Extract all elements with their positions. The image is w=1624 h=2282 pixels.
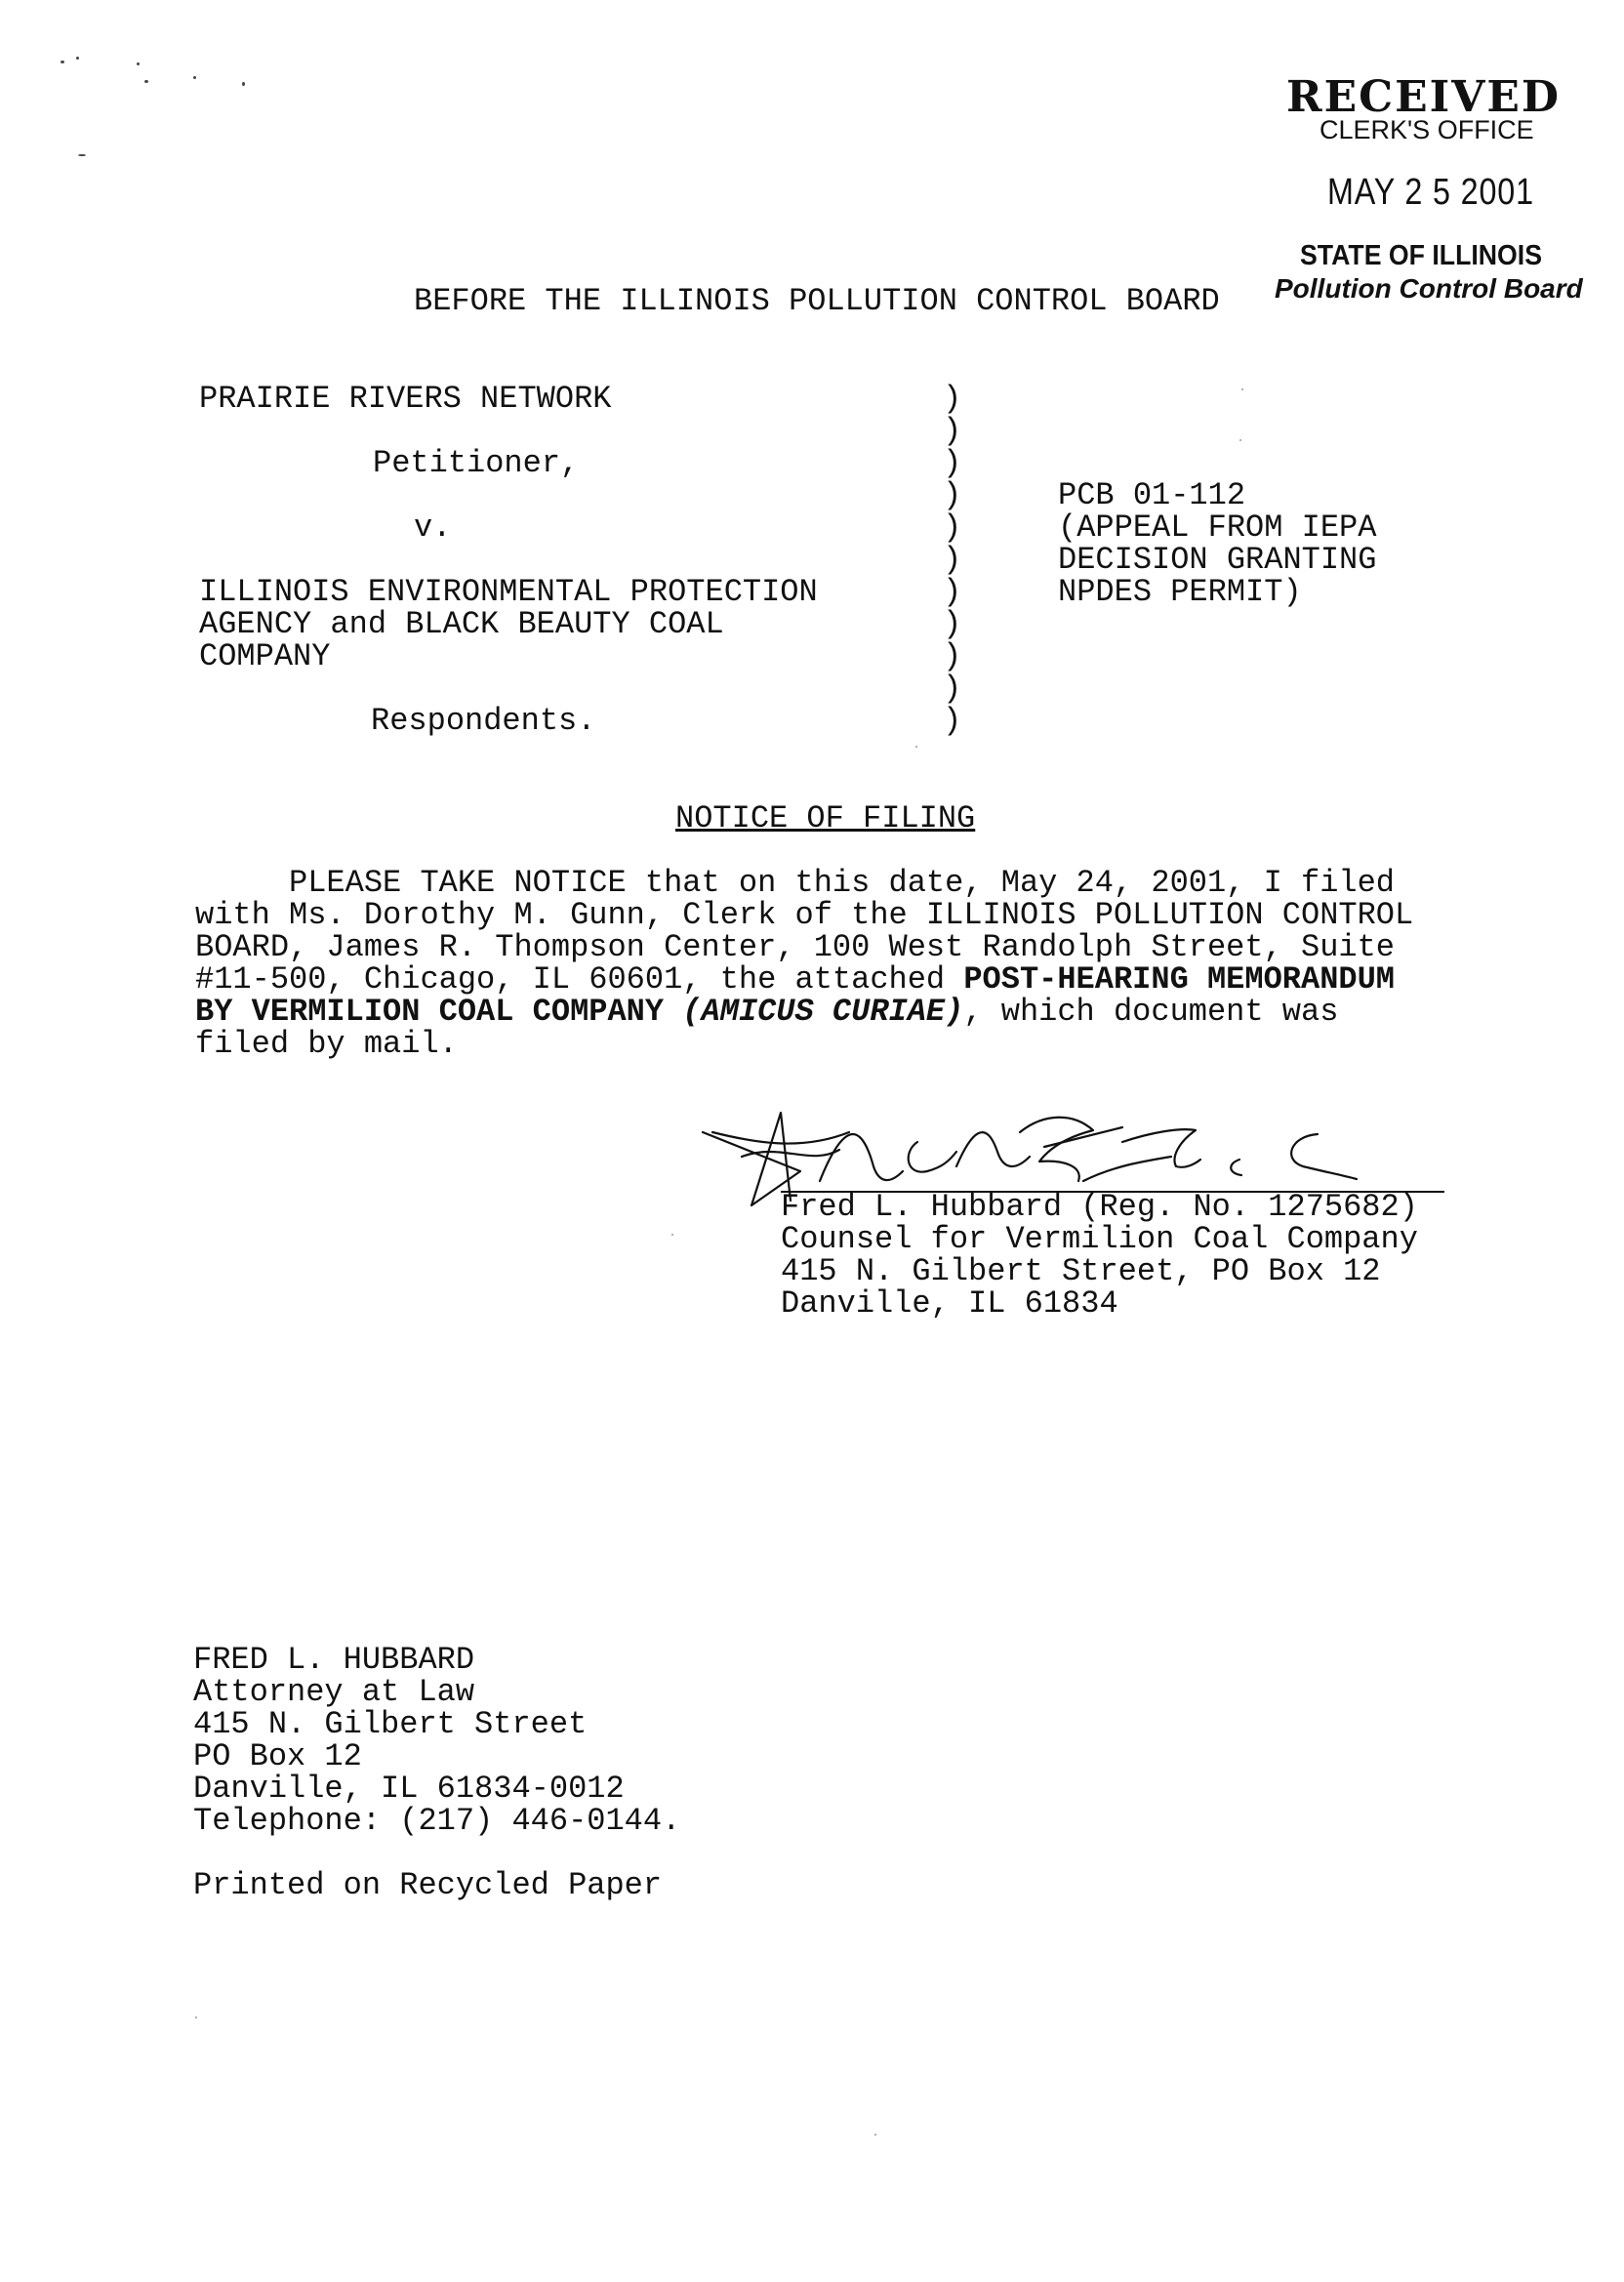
scan-speck	[78, 154, 86, 156]
case-desc-line-3: NPDES PERMIT)	[1058, 574, 1302, 610]
stamp-state: STATE OF ILLINOIS	[1300, 240, 1543, 271]
caption-paren: )	[943, 445, 962, 481]
respondent-line-1: ILLINOIS ENVIRONMENTAL PROTECTION	[199, 574, 818, 610]
scan-speck	[1241, 388, 1243, 390]
attorney-po-box: PO Box 12	[193, 1738, 362, 1774]
petitioner-name: PRAIRIE RIVERS NETWORK	[199, 381, 612, 417]
caption-paren: )	[943, 671, 962, 707]
caption-paren: )	[943, 703, 962, 739]
notice-line-3: BOARD, James R. Thompson Center, 100 West Randolph Street, Suite	[195, 929, 1395, 965]
caption-paren: )	[943, 606, 962, 642]
caption-paren: )	[943, 542, 962, 578]
notice-line-5-text: , which document was	[963, 994, 1339, 1030]
caption-paren: )	[943, 638, 962, 674]
caption-paren: )	[943, 381, 962, 417]
case-number: PCB 01-112	[1058, 477, 1246, 513]
caption-paren: )	[943, 509, 962, 546]
caption-paren: )	[943, 574, 962, 610]
scan-speck	[76, 57, 79, 60]
respondent-label: Respondents.	[371, 703, 596, 739]
scan-speck	[671, 1234, 673, 1236]
petitioner-label: Petitioner,	[373, 445, 580, 481]
attorney-phone: Telephone: (217) 446-0144.	[193, 1803, 681, 1839]
document-title-part-1: POST-HEARING MEMORANDUM	[963, 961, 1395, 998]
versus-label: v.	[414, 509, 452, 546]
document-title-part-2: BY VERMILION COAL COMPANY	[195, 994, 683, 1030]
respondent-line-3: COMPANY	[199, 638, 331, 674]
signer-address: 415 N. Gilbert Street, PO Box 12	[781, 1253, 1381, 1289]
scan-speck	[144, 80, 148, 83]
attorney-title: Attorney at Law	[193, 1674, 475, 1710]
notice-line-1: PLEASE TAKE NOTICE that on this date, May 24, 2001, I filed	[195, 865, 1395, 901]
clerks-office-label: CLERK'S OFFICE	[1320, 115, 1534, 144]
caption-paren: )	[943, 477, 962, 513]
scan-speck	[61, 61, 64, 63]
stamp-date: MAY 2 5 2001	[1327, 172, 1534, 213]
scan-speck	[874, 2134, 876, 2136]
respondent-line-2: AGENCY and BLACK BEAUTY COAL	[199, 606, 724, 642]
received-stamp-title: RECEIVED	[1286, 72, 1562, 122]
recycled-paper-note: Printed on Recycled Paper	[193, 1867, 663, 1903]
case-desc-line-2: DECISION GRANTING	[1058, 542, 1377, 578]
attorney-street: 415 N. Gilbert Street	[193, 1706, 588, 1742]
notice-line-2: with Ms. Dorothy M. Gunn, Clerk of the ILLINOIS POLLUTION CONTROL	[195, 897, 1414, 933]
scan-speck	[915, 746, 917, 748]
notice-line-6: filed by mail.	[195, 1026, 458, 1062]
amicus-curiae-label: (AMICUS CURIAE)	[682, 994, 964, 1030]
caption-paren: )	[943, 413, 962, 449]
attorney-name: FRED L. HUBBARD	[193, 1642, 475, 1678]
scan-speck	[1239, 439, 1241, 441]
signer-name: Fred L. Hubbard (Reg. No. 1275682)	[781, 1189, 1418, 1225]
case-desc-line-1: (APPEAL FROM IEPA	[1058, 509, 1377, 546]
attorney-city: Danville, IL 61834-0012	[193, 1771, 625, 1807]
scan-speck	[195, 2017, 197, 2018]
board-heading: BEFORE THE ILLINOIS POLLUTION CONTROL BOARD	[414, 283, 1220, 319]
notice-line-4-text: #11-500, Chicago, IL 60601, the attached	[195, 961, 964, 998]
signer-city: Danville, IL 61834	[781, 1285, 1118, 1322]
notice-line-5	[195, 996, 1338, 1028]
scan-speck	[193, 76, 196, 79]
notice-heading: NOTICE OF FILING	[675, 800, 976, 836]
stamp-board: Pollution Control Board	[1275, 273, 1583, 304]
notice-line-4	[195, 963, 1395, 996]
signer-role: Counsel for Vermilion Coal Company	[781, 1221, 1418, 1257]
scan-speck	[137, 62, 140, 65]
scan-speck	[242, 82, 245, 86]
